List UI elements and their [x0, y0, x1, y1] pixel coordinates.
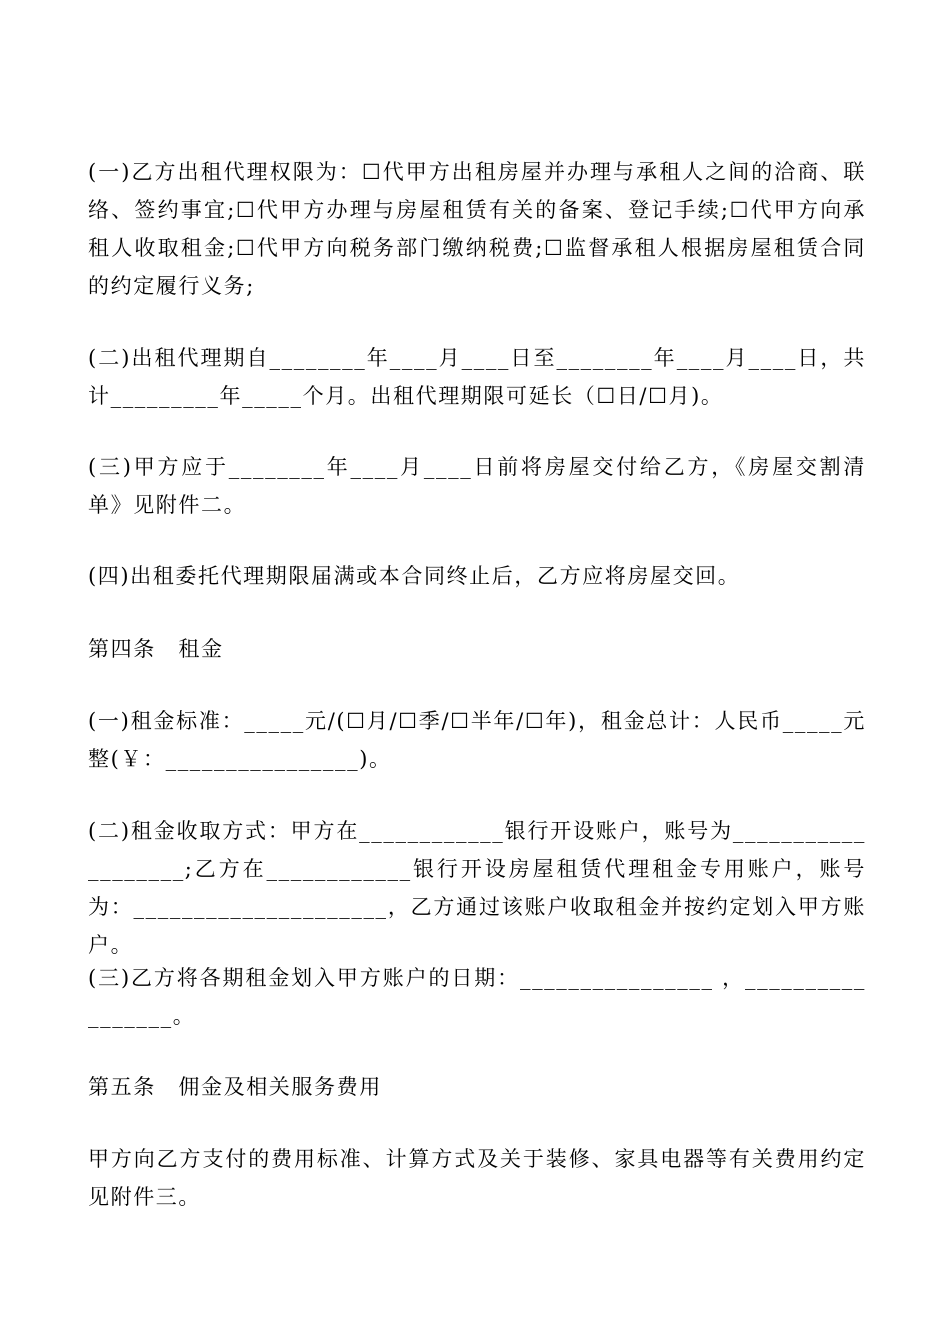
- clause-transfer-date: (三)乙方将各期租金划入甲方账户的日期：________________ ，_________________。: [88, 966, 866, 1028]
- article-four-heading: 第四条 租金: [88, 637, 224, 661]
- clause-rent-collection: (二)租金收取方式：甲方在____________银行开设账户，账号为___________________;乙方在____________银行开设房屋租赁代理租金专用账户，账号为：_____________________，乙方通过该账户收取租金并按约定划入甲方账户。: [88, 819, 866, 957]
- clause-fees: 甲方向乙方支付的费用标准、计算方式及关于装修、家具电器等有关费用约定见附件三。: [88, 1147, 866, 1209]
- clause-handover-date: (三)甲方应于________年____月____日前将房屋交付给乙方，《房屋交割清单》见附件二。: [88, 455, 866, 517]
- clause-rental-agency-scope: (一)乙方出租代理权限为：☐代甲方出租房屋并办理与承租人之间的洽商、联络、签约事宜;☐代甲方办理与房屋租赁有关的备案、登记手续;☐代甲方向承租人收取租金;☐代甲方向税务部门缴纳税费;☐监督承租人根据房屋租赁合同的约定履行义务;: [88, 160, 866, 298]
- clause-rent-standard: (一)租金标准：_____元/(☐月/☐季/☐半年/☐年)，租金总计：人民币_____元整(￥：________________)。: [88, 709, 866, 771]
- article-five-heading: 第五条 佣金及相关服务费用: [88, 1075, 382, 1099]
- clause-agency-period: (二)出租代理期自________年____月____日至________年____月____日，共计_________年_____个月。出租代理期限可延长（☐日/☐月)。: [88, 346, 866, 408]
- clause-return-premises: (四)出租委托代理期限届满或本合同终止后，乙方应将房屋交回。: [88, 564, 741, 588]
